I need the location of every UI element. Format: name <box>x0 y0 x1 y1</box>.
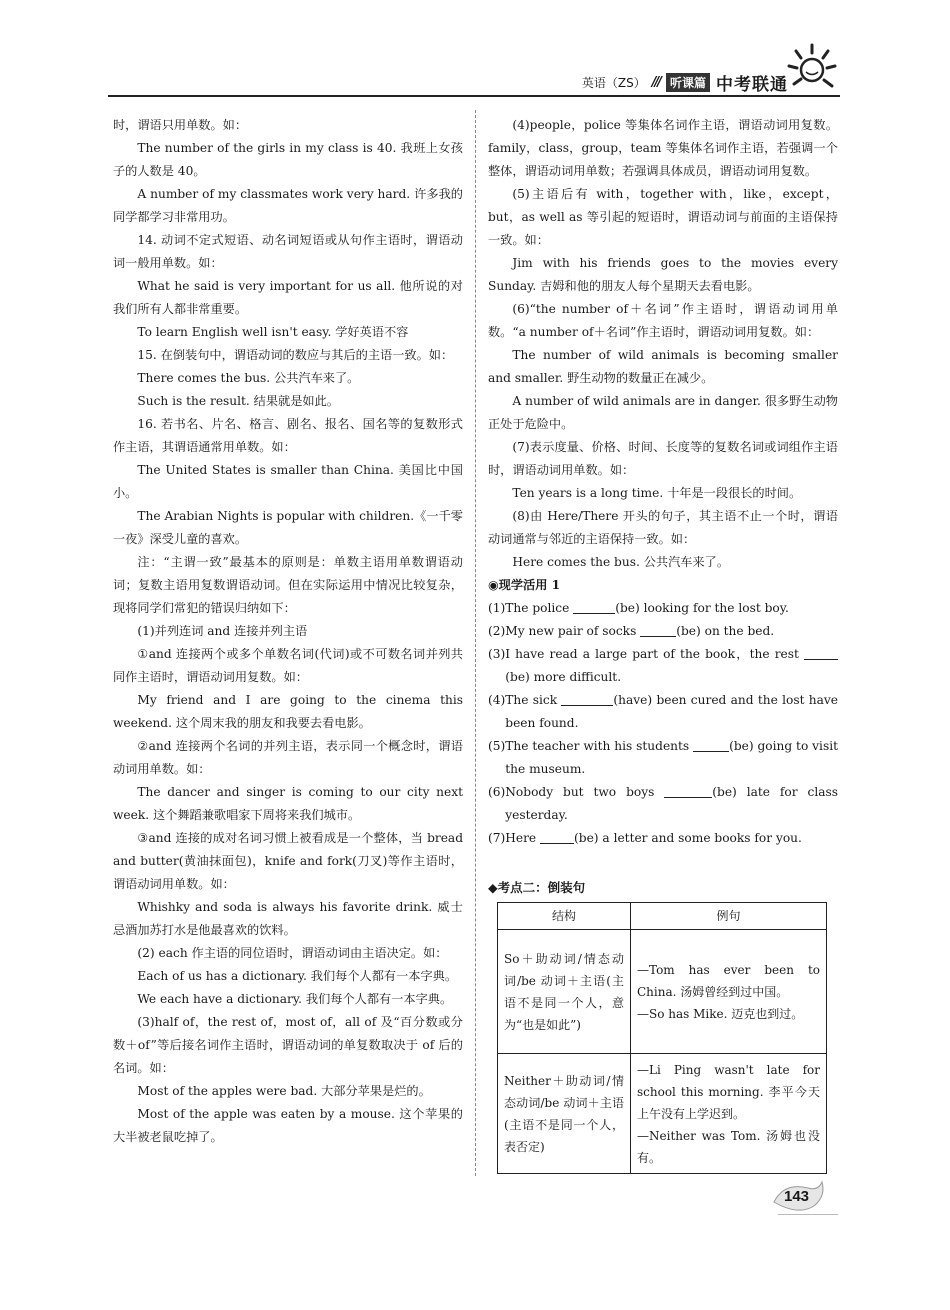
text-paragraph: The Arabian Nights is popular with children.《一千零一夜》深受儿童的喜欢。 <box>113 509 463 546</box>
answer-blank[interactable] <box>573 599 615 614</box>
answer-blank[interactable] <box>804 645 838 660</box>
question-before: The teacher with his students <box>505 739 694 753</box>
text-paragraph: Ten years is a long time. 十年是一段很长的时间。 <box>512 486 802 500</box>
right-text-block <box>488 114 838 574</box>
text-paragraph: My friend and I are going to the cinema this weekend. 这个周末我的朋友和我要去看电影。 <box>113 693 463 730</box>
table-cell-structure: Neither＋助动词/情态动词/be 动词＋主语(主语不是同一个人，表否定) <box>498 1054 631 1174</box>
question-text <box>505 781 838 827</box>
table-cell-example <box>631 1054 827 1174</box>
question-before: The sick <box>505 693 562 707</box>
text-paragraph: 16. 若书名、片名、格言、剧名、报名、国名等的复数形式作主语，其谓语通常用单数。如： <box>113 417 463 454</box>
practice-title: ◉现学活用 1 <box>488 578 561 592</box>
answer-blank[interactable] <box>640 622 676 637</box>
text-paragraph: ②and 连接两个名词的并列主语，表示同一个概念时，谓语动词用单数。如： <box>113 739 463 776</box>
practice-question <box>488 781 838 827</box>
text-paragraph: (4)people，police 等集体名词作主语，谓语动词用复数。family，class，group，team 等集体名词作主语，若强调一个整体，谓语动词用单数；若强调具体成员，谓语动词用复数。 <box>488 118 838 178</box>
text-paragraph: (1)并列连词 and 连接并列主语 <box>137 624 308 638</box>
question-text <box>505 620 838 643</box>
text-paragraph: What he said is very important for us all. 他所说的对我们所有人都非常重要。 <box>113 279 463 316</box>
practice-question <box>488 620 838 643</box>
question-text <box>505 643 838 689</box>
practice-question <box>488 643 838 689</box>
text-paragraph: We each have a dictionary. 我们每个人都有一本字典。 <box>137 992 453 1006</box>
practice-question <box>488 735 838 781</box>
table-header-row <box>498 903 827 930</box>
table-row <box>498 1054 827 1174</box>
example-line: —Tom has ever been to China. 汤姆曾经到过中国。 <box>637 962 820 999</box>
section-heading: ◆考点二：倒装句 <box>488 880 586 895</box>
text-paragraph: To learn English well isn't easy. 学好英语不容 <box>137 325 409 339</box>
text-paragraph: ③and 连接的成对名词习惯上被看成是一个整体，当 bread and butter(黄油抹面包)，knife and fork(刀叉)等作主语时，谓语动词用单数。如： <box>113 831 463 891</box>
text-paragraph: 14. 动词不定式短语、动名词短语或从句作主语时，谓语动词一般用单数。如： <box>113 233 463 270</box>
text-paragraph: Here comes the bus. 公共汽车来了。 <box>512 555 730 569</box>
answer-blank[interactable] <box>561 691 613 706</box>
text-paragraph: (5)主语后有 with，together with，like，except，but，as well as 等引起的短语时，谓语动词与前面的主语保持一致。如： <box>488 187 838 247</box>
header-brand: 中考联通 <box>716 75 788 95</box>
text-paragraph: The dancer and singer is coming to our city next week. 这个舞蹈兼歌唱家下周将来我们城市。 <box>113 785 463 822</box>
question-before: The police <box>505 601 574 615</box>
question-number: (6) <box>488 785 506 799</box>
practice-question <box>488 827 838 850</box>
text-paragraph: 注：“主谓一致”最基本的原则是：单数主语用单数谓语动词；复数主语用复数谓语动词。但在实际运用中情况比较复杂，现将同学们常犯的错误归纳如下： <box>113 555 463 615</box>
right-column <box>488 114 838 850</box>
question-text <box>505 689 838 735</box>
answer-blank[interactable] <box>540 829 574 844</box>
text-paragraph: ①and 连接两个或多个单数名词(代词)或不可数名词并列共同作主语时，谓语动词用复数。如： <box>113 647 463 684</box>
question-number: (2) <box>488 624 506 638</box>
question-number: (7) <box>488 831 506 845</box>
text-paragraph: There comes the bus. 公共汽车来了。 <box>137 371 360 385</box>
header-section: 听课篇 <box>666 73 710 92</box>
example-line: —So has Mike. 迈克也到过。 <box>637 1006 804 1021</box>
practice-question <box>488 597 838 620</box>
left-column <box>113 114 463 1149</box>
question-before: I have read a large part of the book，the rest <box>505 647 804 661</box>
header-rule <box>108 95 840 97</box>
header-subject: 英语（ZS） <box>581 76 646 90</box>
text-paragraph: Whishky and soda is always his favorite drink. 威士忌酒加苏打水是他最喜欢的饮料。 <box>113 900 463 937</box>
page-header <box>108 42 840 100</box>
question-before: Here <box>505 831 541 845</box>
table-header-structure: 结构 <box>498 903 631 930</box>
question-before: My new pair of socks <box>505 624 641 638</box>
question-after: (be) looking for the lost boy. <box>615 601 789 615</box>
table-header-example: 例句 <box>631 903 827 930</box>
text-paragraph: (3)half of，the rest of，most of，all of 及“百分数或分数＋of”等后接名词作主语时，谓语动词的单复数取决于 of 后的名词。如： <box>113 1015 463 1075</box>
question-text <box>505 827 838 850</box>
text-paragraph: (8)由 Here/There 开头的句子，其主语不止一个时，谓语动词通常与邻近的主语保持一致。如： <box>488 509 838 546</box>
text-paragraph: 时，谓语只用单数。如： <box>113 118 248 132</box>
text-paragraph: The number of the girls in my class is 40. 我班上女孩子的人数是 40。 <box>113 141 463 178</box>
question-number: (3) <box>488 647 506 661</box>
page-number: 143 <box>784 1188 810 1205</box>
text-paragraph: Most of the apple was eaten by a mouse. 这个苹果的大半被老鼠吃掉了。 <box>113 1107 463 1144</box>
text-paragraph: Jim with his friends goes to the movies every Sunday. 吉姆和他的朋友人每个星期天去看电影。 <box>488 256 838 293</box>
text-paragraph: Such is the result. 结果就是如此。 <box>137 394 339 408</box>
question-after: (be) more difficult. <box>505 670 622 684</box>
practice-questions <box>488 597 838 850</box>
column-divider <box>475 110 476 1176</box>
text-paragraph: The number of wild animals is becoming smaller and smaller. 野生动物的数量正在减少。 <box>488 348 838 385</box>
sun-logo-icon <box>786 42 840 98</box>
text-paragraph: (2) each 作主语的同位语时，谓语动词由主语决定。如： <box>137 946 448 960</box>
footer-rule <box>778 1214 838 1215</box>
header-title-group <box>582 70 788 95</box>
question-number: (4) <box>488 693 506 707</box>
question-number: (1) <box>488 601 506 615</box>
header-slashes: /// <box>651 75 660 90</box>
answer-blank[interactable] <box>693 737 729 752</box>
question-before: Nobody but two boys <box>505 785 665 799</box>
inversion-table <box>497 902 827 1174</box>
text-paragraph: (6)“the number of＋名词”作主语时，谓语动词用单数。“a number of＋名词”作主语时，谓语动词用复数。如： <box>488 302 838 339</box>
question-number: (5) <box>488 739 506 753</box>
question-after: (be) late for class yesterday. <box>505 785 838 822</box>
text-paragraph: Each of us has a dictionary. 我们每个人都有一本字典。 <box>137 969 458 983</box>
question-after: (be) a letter and some books for you. <box>574 831 802 845</box>
text-paragraph: A number of my classmates work very hard. 许多我的同学都学习非常用功。 <box>113 187 463 224</box>
example-line: —Neither was Tom. 汤姆也没有。 <box>637 1128 820 1165</box>
text-paragraph: 15. 在倒装句中，谓语动词的数应与其后的主语一致。如： <box>137 348 454 362</box>
example-line: —Li Ping wasn't late for school this morning. 李平今天上午没有上学迟到。 <box>637 1062 820 1121</box>
table-row <box>498 930 827 1054</box>
answer-blank[interactable] <box>664 783 712 798</box>
question-after: (be) on the bed. <box>676 624 775 638</box>
text-paragraph: A number of wild animals are in danger. 很多野生动物正处于危险中。 <box>488 394 838 431</box>
question-after: (be) going to visit the museum. <box>505 739 838 776</box>
question-after: (have) been cured and the lost have been found. <box>505 693 838 730</box>
table-cell-structure: So＋助动词/情态动词/be 动词＋主语(主语不是同一个人，意为“也是如此”) <box>498 930 631 1054</box>
text-paragraph: Most of the apples were bad. 大部分苹果是烂的。 <box>137 1084 431 1098</box>
text-paragraph: (7)表示度量、价格、时间、长度等的复数名词或词组作主语时，谓语动词用单数。如： <box>488 440 838 477</box>
table-cell-example <box>631 930 827 1054</box>
question-text <box>505 735 838 781</box>
practice-question <box>488 689 838 735</box>
text-paragraph: The United States is smaller than China. 美国比中国小。 <box>113 463 463 500</box>
question-text <box>505 597 838 620</box>
